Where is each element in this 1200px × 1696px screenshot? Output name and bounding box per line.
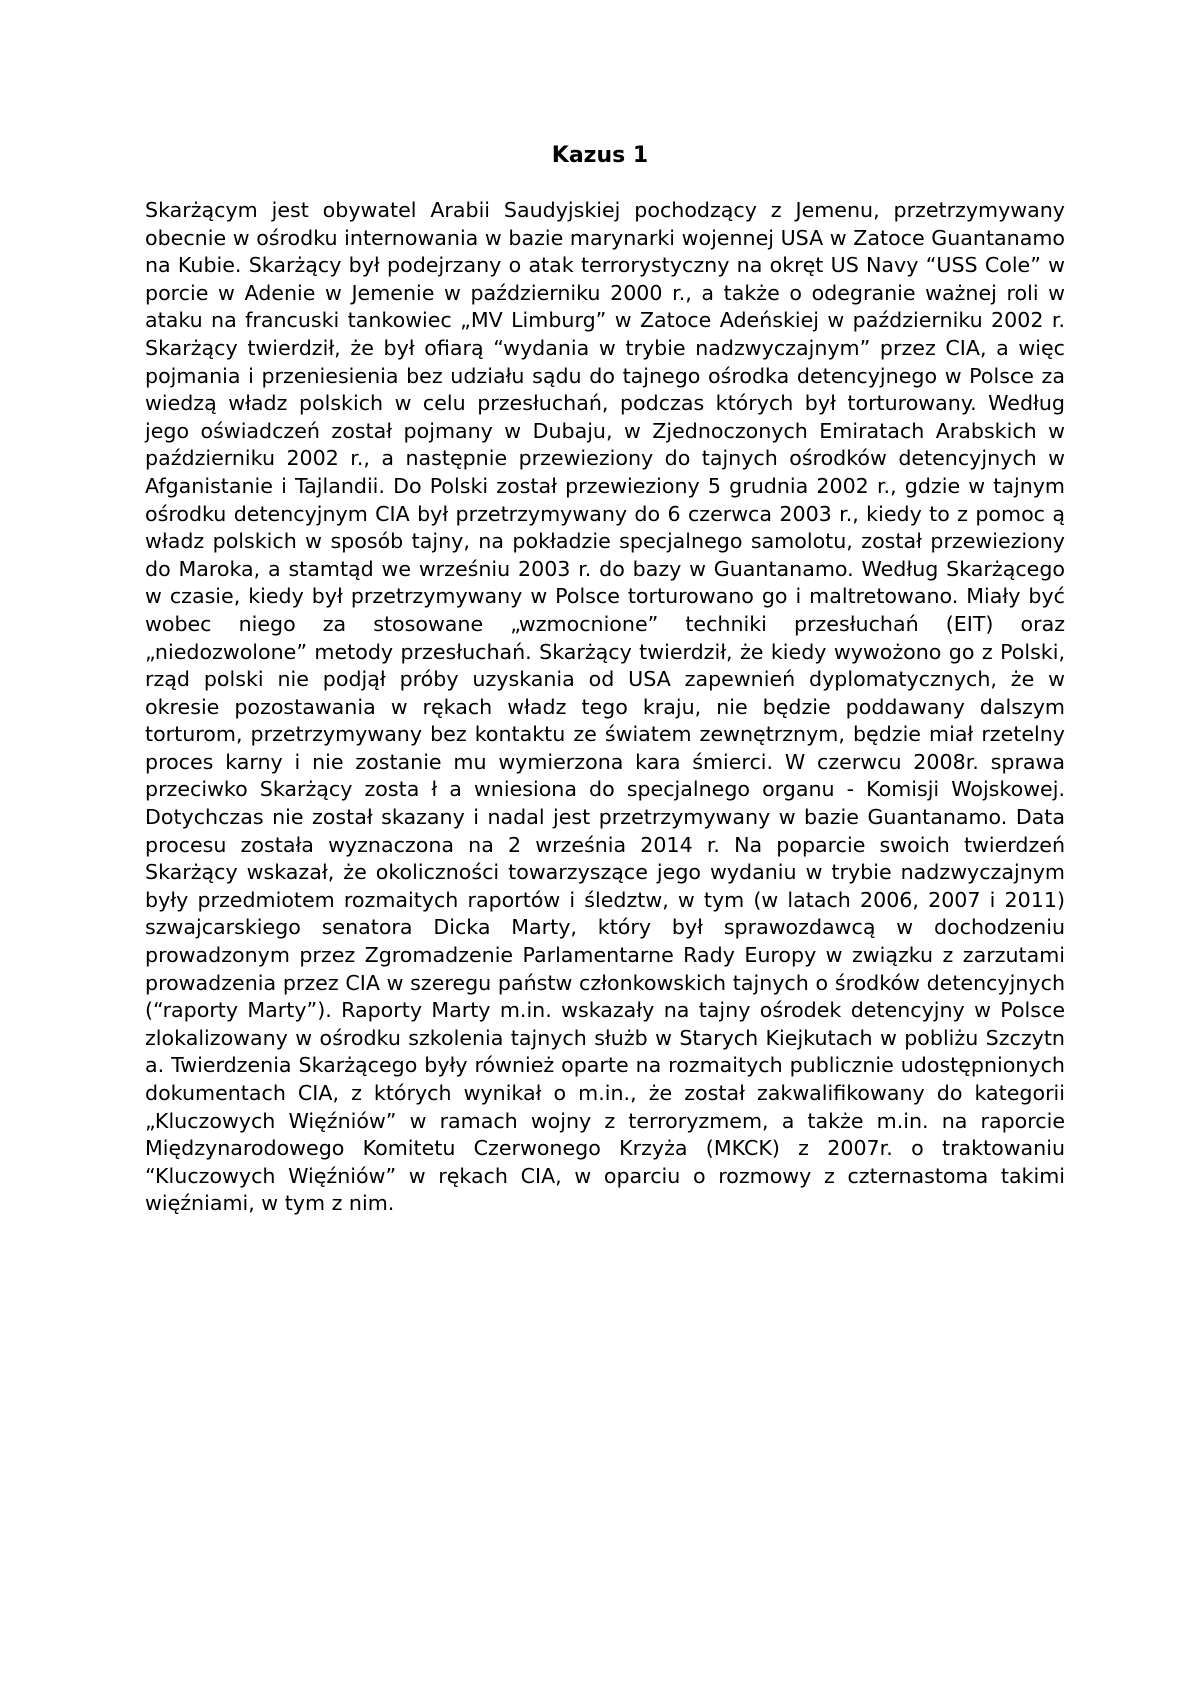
document-body-paragraph: Skarżącym jest obywatel Arabii Saudyjskiej pochodzący z Jemenu, przetrzymywany obecnie w ośrodku internowania w bazie marynarki wojennej USA w Zatoce Guantanamo na Kubie. Skarżący był podejrzany o atak terrorystyczny na okręt US Navy “USS Cole” w porcie w Adenie w Jemenie w październiku 2000 r., a także o odegranie ważnej roli w ataku na francuski tankowiec „MV Limburg” w Zatoce Adeńskiej w październiku 2002 r. Skarżący twierdził, że był ofiarą “wydania w trybie nadzwyczajnym” przez CIA, a więc pojmania i przeniesienia bez udziału sądu do tajnego ośrodka detencyjnego w Polsce za wiedzą władz polskich w celu przesłuchań, podczas których był torturowany. Według jego oświadczeń został pojmany w Dubaju, w Zjednoczonych Emiratach Arabskich w październiku 2002 r., a następnie przewieziony do tajnych ośrodków detencyjnych w Afganistanie i Tajlandii. Do Polski został przewieziony 5 grudnia 2002 r., gdzie w tajnym ośrodku detencyjnym CIA był przetrzymywany do 6 czerwca 2003 r., kiedy to z pomoc ą władz polskich w sposób tajny, na pokładzie specjalnego samolotu, został przewieziony do Maroka, a stamtąd we wrześniu 2003 r. do bazy w Guantanamo. Według Skarżącego w czasie, kiedy był przetrzymywany w Polsce torturowano go i maltretowano. Miały być wobec niego za stosowane „wzmocnione” techniki przesłuchań (EIT) oraz „niedozwolone” metody przesłuchań. Skarżący twierdził, że kiedy wywożono go z Polski, rząd polski nie podjął próby uzyskania od USA zapewnień dyplomatycznych, że w okresie pozostawania w rękach władz tego kraju, nie będzie poddawany dalszym torturom, przetrzymywany bez kontaktu ze światem zewnętrznym, będzie miał rzetelny proces karny i nie zostanie mu wymierzona kara śmierci. W czerwcu 2008r. sprawa przeciwko Skarżący zosta ł a wniesiona do specjalnego organu - Komisji Wojskowej. Dotychczas nie został skazany i nadal jest przetrzymywany w bazie Guantanamo. Data procesu została wyznaczona na 2 września 2014 r. Na poparcie swoich twierdzeń Skarżący wskazał, że okoliczności towarzyszące jego wydaniu w trybie nadzwyczajnym były przedmiotem rozmaitych raportów i śledztw, w tym (w latach 2006, 2007 i 2011) szwajcarskiego senatora Dicka Marty, który był sprawozdawcą w dochodzeniu prowadzonym przez Zgromadzenie Parlamentarne Rady Europy w związku z zarzutami prowadzenia przez CIA w szeregu państw członkowskich tajnych o środków detencyjnych (“raporty Marty”). Raporty Marty m.in. wskazały na tajny ośrodek detencyjny w Polsce zlokalizowany w ośrodku szkolenia tajnych służb w Starych Kiejkutach w pobliżu Szczytn a. Twierdzenia Skarżącego były również oparte na rozmaitych publicznie udostępnionych dokumentach CIA, z których wynikał o m.in., że został zakwalifikowany do kategorii „Kluczowych Więźniów” w ramach wojny z terroryzmem, a także m.in. na raporcie Międzynarodowego Komitetu Czerwonego Krzyża (MKCK) z 2007r. o traktowaniu “Kluczowych Więźniów” w rękach CIA, w oparciu o rozmowy z czternastoma takimi więźniami, w tym z nim. (145, 198, 1065, 1216)
document-title: Kazus 1 (551, 143, 649, 168)
